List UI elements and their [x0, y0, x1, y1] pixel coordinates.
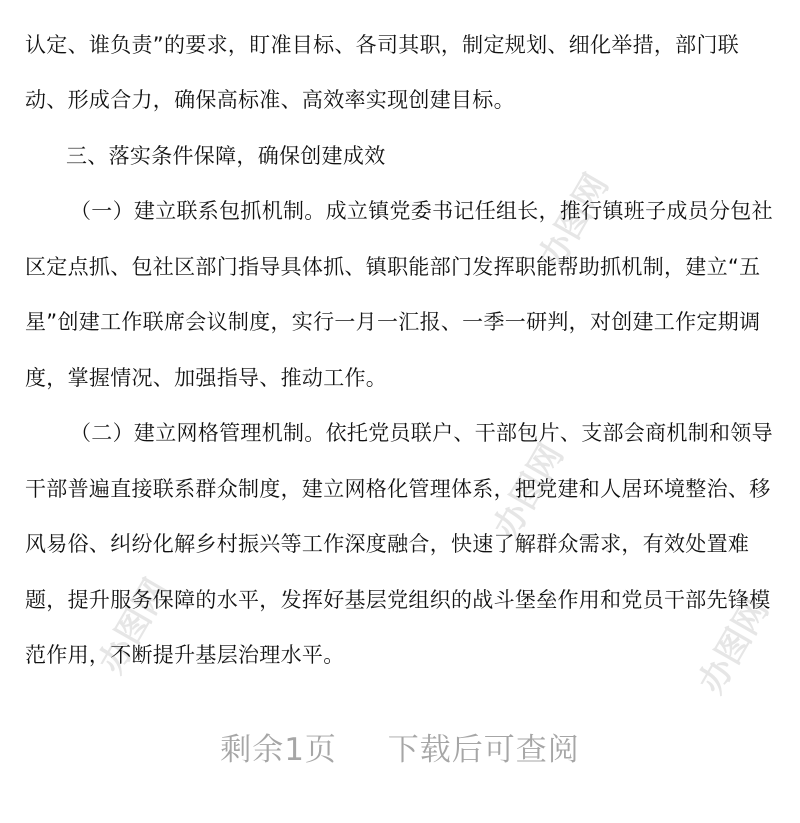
download-prompt[interactable]: [0, 724, 800, 769]
paragraph-line: 题，提升服务保障的水平，发挥好基层党组织的战斗堡垒作用和党员干部先锋模: [25, 588, 771, 612]
paragraph-line: （一）建立联系包抓机制。成立镇党委书记任组长，推行镇班子成员分包社: [70, 199, 773, 223]
watermark: 办图网: [691, 592, 777, 701]
paragraph-line: 范作用，不断提升基层治理水平。: [25, 643, 345, 667]
paragraph-line: （二）建立网格管理机制。依托党员联户、干部包片、支部会商机制和领导: [70, 421, 773, 445]
download-to-view-label: 下载后可查阅: [387, 732, 580, 768]
watermark: 办图网: [91, 572, 177, 681]
section-heading: 三、落实条件保障，确保创建成效: [66, 144, 386, 168]
paragraph-line: 区定点抓、包社区部门指导具体抓、镇职能部门发挥职能帮助抓机制，建立“五: [25, 255, 761, 279]
paragraph-line: 动、形成合力，确保高标准、高效率实现创建目标。: [25, 88, 515, 112]
paragraph-line: 风易俗、纠纷化解乡村振兴等工作深度融合，快速了解群众需求，有效处置难: [25, 532, 750, 556]
paragraph-line: 星”创建工作联席会议制度，实行一月一汇报、一季一研判，对创建工作定期调: [25, 310, 761, 334]
watermark: 办图网: [486, 437, 572, 546]
paragraph-line: 干部普遍直接联系群众制度，建立网格化管理体系，把党建和人居环境整治、移: [25, 477, 771, 501]
paragraph-line: 度，掌握情况、加强指导、推动工作。: [25, 366, 388, 390]
watermark: 办图网: [531, 167, 617, 276]
remaining-pages-label: 剩余1页: [220, 732, 337, 768]
paragraph-line: 认定、谁负责”的要求，盯准目标、各司其职，制定规划、细化举措，部门联: [25, 33, 740, 57]
